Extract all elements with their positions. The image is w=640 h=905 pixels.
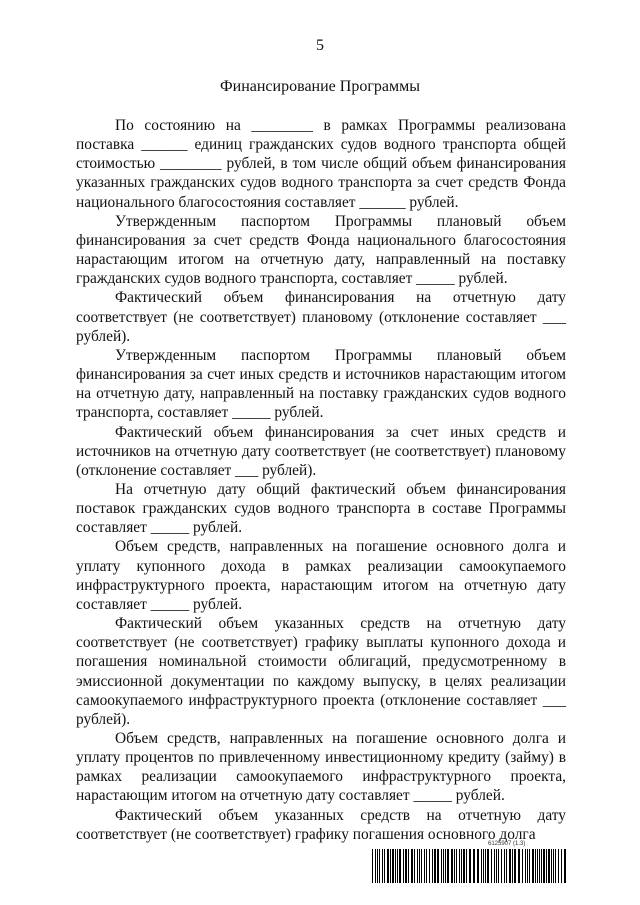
document-body [76, 116, 566, 844]
barcode-image [372, 849, 568, 883]
paragraph: По состоянию на ________ в рамках Программы реализована поставка ______ единиц гражданских судов водного транспорта общей стоимостью ________ рублей, в том числе общий объем финансирования указанных гражданских судов водного транспорта за счет средств Фонда национального благосостояния составляет ______ рублей. [76, 117, 566, 211]
paragraph: Объем средств, направленных на погашение основного долга и уплату процентов по привлеченному инвестиционному кредиту (займу) в рамках реализации самоокупаемого инфраструктурного проекта, нарастающим итогом на отчетную дату составляет _____ рублей. [76, 730, 566, 805]
paragraph: Утвержденным паспортом Программы плановый объем финансирования за счет иных средств и источников нарастающим итогом на отчетную дату, направленный на поставку гражданских судов водного транспорта, составляет _____ рублей. [76, 346, 566, 422]
paragraph: Фактический объем финансирования на отчетную дату соответствует (не соответствует) плановому (отклонение составляет ___ рублей). [76, 289, 566, 345]
section-title: Финансирование Программы [220, 78, 420, 95]
paragraph: Фактический объем указанных средств на отчетную дату соответствует (не соответствует) графику выплаты купонного дохода и погашения номинальной стоимости облигаций, предусмотренному в эмиссионной документации по каждому выпуску, в целях реализации самоокупаемого инфраструктурного проекта (отклонение составляет ___ рублей). [76, 615, 566, 728]
paragraph: На отчетную дату общий фактический объем финансирования поставок гражданских судов водного транспорта в составе Программы составляет _____ рублей. [76, 480, 566, 537]
paragraph: Объем средств, направленных на погашение основного долга и уплату купонного дохода в рамках реализации самоокупаемого инфраструктурного проекта, нарастающим итогом на отчетную дату составляет _____ рублей. [76, 538, 566, 613]
paragraph: Фактический объем финансирования за счет иных средств и источников на отчетную дату соответствует (не соответствует) плановому (отклонение составляет ___ рублей). [76, 423, 566, 479]
document-code: 6125907 (1.3) [488, 841, 526, 847]
page-number: 5 [316, 37, 324, 54]
paragraph: Фактический объем указанных средств на отчетную дату соответствует (не соответствует) графику погашения основного долга [76, 806, 566, 843]
paragraph: Утвержденным паспортом Программы плановый объем финансирования за счет средств Фонда национального благосостояния нарастающим итогом на отчетную дату, направленный на поставку гражданских судов водного транспорта, составляет _____ рублей. [76, 212, 566, 288]
